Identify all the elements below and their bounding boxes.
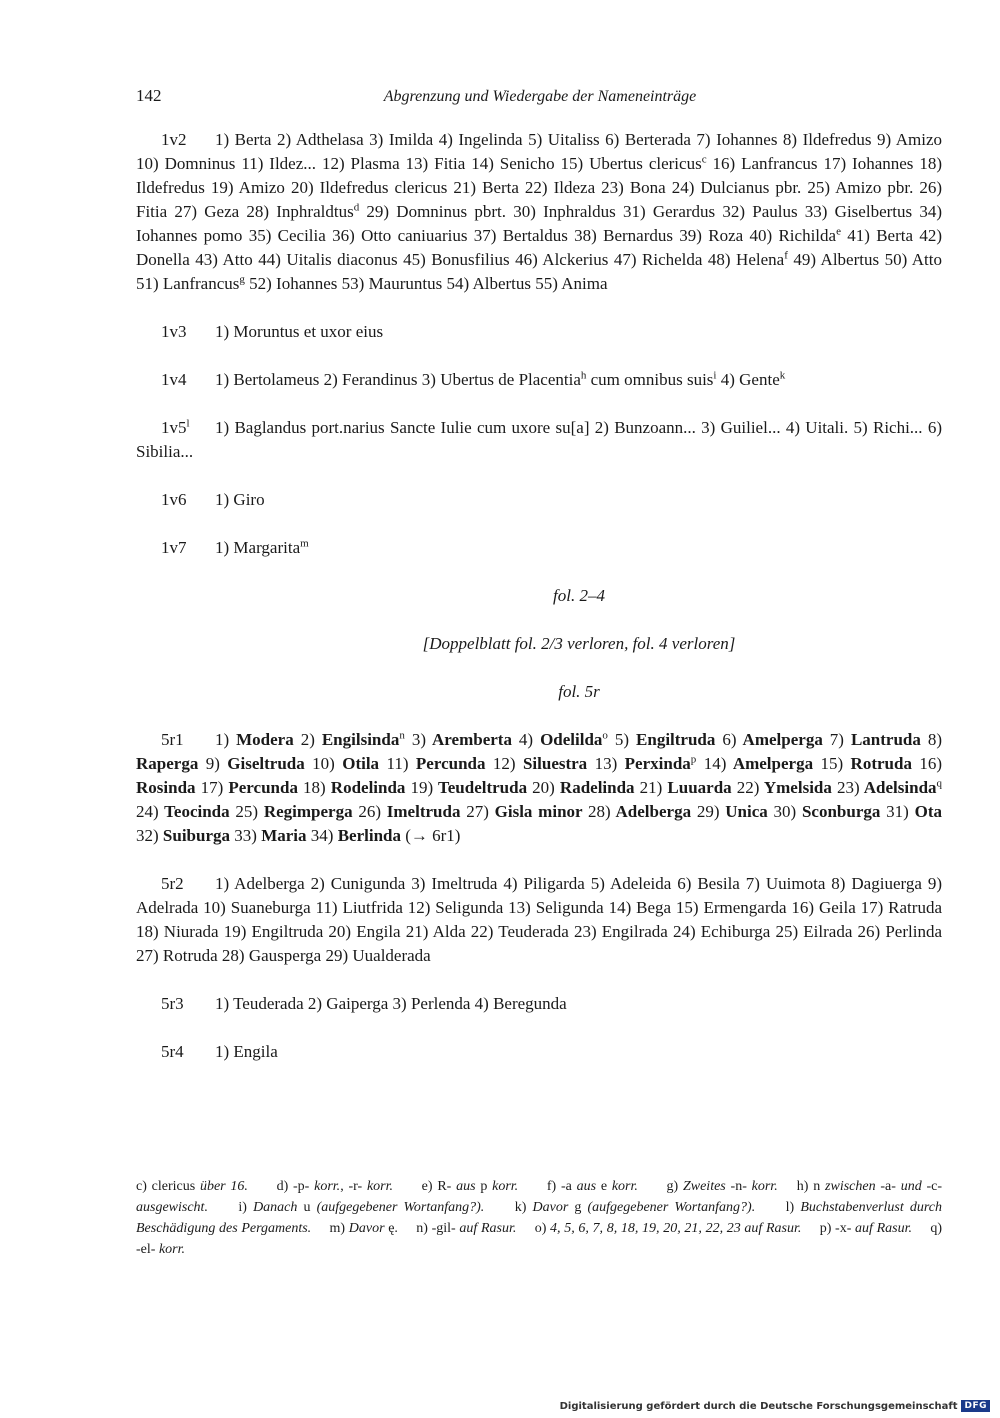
fol-heading-5r: fol. 5r [558,682,600,701]
entry-names: 1) Giro [215,490,265,509]
entry-names: 1) Baglandus port.narius Sancte Iulie cum uxore su[a] 2) Bunzoann... 3) Guiliel... 4) Uitali. 5) Richi... 6) Sibilia... [136,418,942,461]
entry-key: 5r1 [161,730,184,749]
entry-5r3 [136,992,942,1016]
dfg-logo: DFG [961,1400,990,1412]
page-number: 142 [136,86,162,105]
entry-names: 1) Modera 2) Engilsinda$^n$ 3) Aremberta 4) Odelilda$^o$ 5) Engiltruda 6) Amelperga 7) Lantruda 8) Raperga 9) Giseltruda 10) Otila 11) Percunda 12) Siluestra 13) Perxinda$^p$ 14) Amelperga 15) Rotruda 16) Rosinda 17) Percunda 18) Rodelinda 19) Teudeltruda 20) Radelinda 21) Luuarda 22) Ymelsida 23) Adelsinda$^q$ 24) Teocinda 25) Regimperga 26) Imeltruda 27) Gisla minor 28) Adelberga 29) Unica 30) Sconburga 31) Ota 32) Suiburga 33) Maria 34) Berlinda (→ 6r1) [136,729,943,845]
entry-names: 1) Teuderada 2) Gaiperga 3) Perlenda 4) Beregunda [215,994,567,1013]
entries-fol-1v [136,128,942,560]
entries-fol-5r [136,728,942,1064]
entry-key: 1v4 [161,370,187,389]
entry-5r1 [136,728,942,848]
footer-credit [560,1400,990,1412]
entry-5r4 [136,1040,942,1064]
footer-text: Digitalisierung gefördert durch die Deutsche Forschungsgemeinschaft [559,1400,958,1412]
entry-5r2 [136,872,942,968]
entry-names: 1) Moruntus et uxor eius [215,322,384,341]
running-head: Abgrenzung und Wiedergabe der Nameneinträge [383,88,697,105]
entry-1v6 [136,488,942,512]
entry-key: 1v3 [161,322,187,341]
entry-names: 1) Berta 2) Adthelasa 3) Imilda 4) Ingelinda 5) Uitaliss 6) Berterada 7) Iohannes 8) Ildefredus 9) Amizo 10) Domninus 11) Ildez... 12) Plasma 13) Fitia 14) Senicho 15) Ubertus clericus$^c$ 16) Lanfrancus 17) Iohannes 18) Ildefredus 19) Amizo 20) Ildefredus clericus 21) Berta 22) Ildeza 23) Bona 24) Dulcianus pbr. 25) Amizo pbr. 26) Fitia 27) Geza 28) Inphraldtus$^d$ 29) Domninus pbrt. 30) Inphraldus 31) Gerardus 32) Paulus 33) Giselbertus 34) Iohannes pomo 35) Cecilia 36) Otto caniuarius 37) Bertaldus 38) Bernardus 39) Roza 40) Richilda$^e$ 41) Berta 42) Donella 43) Atto 44) Uitalis diaconus 45) Bonusfilius 46) Alckerius 47) Richelda 48) Helena$^f$ 49) Albertus 50) Atto 51) Lanfrancus$^g$ 52) Iohannes 53) Mauruntus 54) Albertus 55) Anima [136,130,942,293]
entry-1v2 [136,128,942,296]
entry-names: 1) Bertolameus 2) Ferandinus 3) Ubertus de Placentia$^h$ cum omnibus suis$^i$ 4) Gente$^k$ [215,369,786,389]
entry-key: 1v7 [161,538,187,557]
entry-names: 1) Engila [215,1042,278,1061]
entry-names: 1) Margarita$^m$ [215,537,309,557]
entry-key: 5r3 [161,994,184,1013]
footnotes: c) clericus über 16. d) -p- korr., -r- korr. e) R- aus p korr. f) -a aus e korr. g) Zweites -n- korr. h) n zwischen -a- und -c- ausgewischt. i) Danach u (aufgegebener Wortanfang?). k) Davor g (aufgegebener Wortanfang?). l) Buchstabenverlust durch Beschädigung des Pergaments. m) Davor ę. n) -gil- auf Rasur. o) 4, 5, 6, 7, 8, 18, 19, 20, 21, 22, 23 auf Rasur. p) -x- auf Rasur. q) -el- korr. [136,1179,943,1257]
entry-key: 1v2 [161,130,187,149]
entry-1v4 [136,368,942,392]
entry-names: 1) Adelberga 2) Cunigunda 3) Imeltruda 4) Piligarda 5) Adeleida 6) Besila 7) Uuimota 8) Dagiuerga 9) Adelrada 10) Suaneburga 11) Liutfrida 12) Seligunda 13) Seligunda 14) Bega 15) Ermengarda 16) Geila 17) Ratruda 18) Niurada 19) Engiltruda 20) Engila 21) Alda 22) Teuderada 23) Engilrada 24) Echiburga 25) Eilrada 26) Perlinda 27) Rotruda 28) Gausperga 29) Uualderada [136,874,942,965]
main-text [136,128,942,1088]
entry-key: 5r2 [161,874,184,893]
entry-key: 5r4 [161,1042,184,1061]
entry-1v3 [136,320,942,344]
entry-1v5 [136,416,942,464]
entry-1v7 [136,536,942,560]
entry-key: 1v5$^l$ [161,417,190,437]
fol-heading-2-4: fol. 2–4 [553,586,605,605]
fol-lost-note: [Doppelblatt fol. 2/3 verloren, fol. 4 verloren] [422,634,736,653]
entry-key: 1v6 [161,490,187,509]
